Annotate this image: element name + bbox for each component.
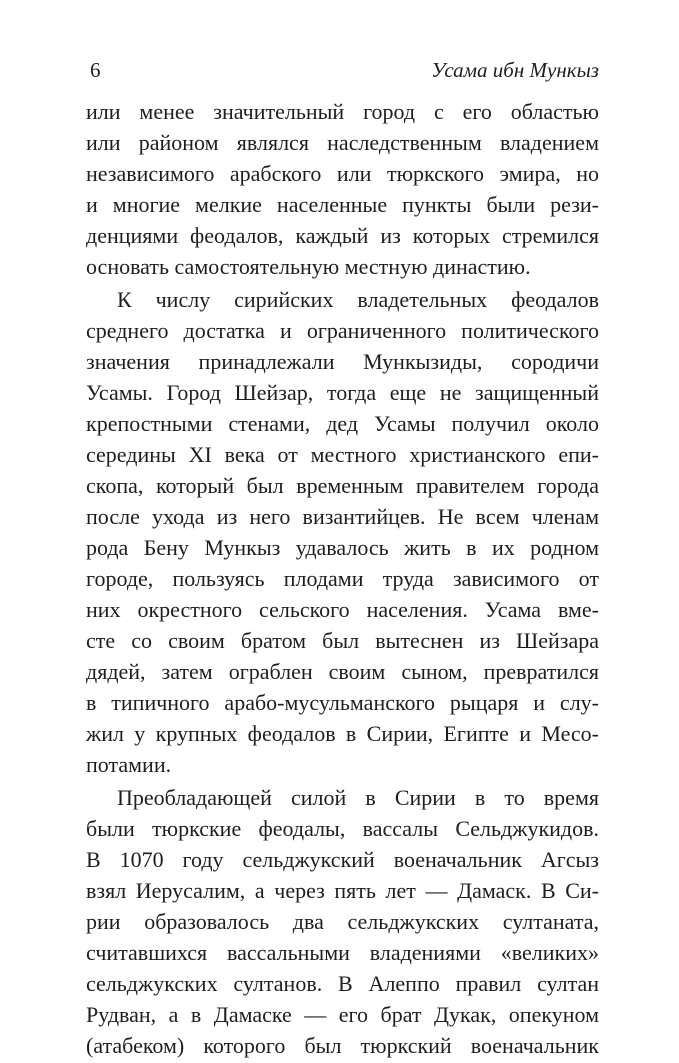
text-line: Преобладающей силой в Сирии в то время (117, 785, 599, 810)
book-page (86, 42, 599, 1061)
text-line: значения принадлежали Мункызиды, сородичи (86, 349, 599, 374)
text-line: или районом являлся наследственным владением (86, 130, 599, 155)
text-line: и многие мелкие населенные пункты были рези- (86, 192, 599, 217)
text-line: крепостными стенами, дед Усамы получил около (86, 411, 599, 436)
text-line: (атабеком) которого был тюркский военачальник (86, 1033, 599, 1058)
text-line: рода Бену Мункыз удавалось жить в их родном (86, 535, 599, 560)
text-line: в типичного арабо-мусульманского рыцаря и слу- (86, 690, 599, 715)
text-line: считавшихся вассальными владениями «великих» (86, 940, 599, 965)
text-line: были тюркские феодалы, вассалы Сельджукидов. (86, 816, 599, 841)
text-line: независимого арабского или тюркского эмира, но (86, 161, 599, 186)
text-line: середины XI века от местного христианского епи- (86, 442, 599, 467)
text-line: них окрестного сельского населения. Усама вме- (86, 597, 599, 622)
text-line: В 1070 году сельджукский военачальник Агсыз (86, 847, 599, 872)
text-line: К числу сирийских владетельных феодалов (117, 287, 599, 312)
text-line: Усамы. Город Шейзар, тогда еще не защищенный (86, 380, 599, 405)
text-line: Рудван, а в Дамаске — его брат Дукак, опекуном (86, 1002, 599, 1027)
paragraph-1 (86, 96, 599, 282)
text-line: основать самостоятельную местную династию. (86, 254, 531, 279)
running-head (86, 42, 599, 82)
text-line: сельджукских султанов. В Алеппо правил султан (86, 971, 599, 996)
body-text (86, 96, 599, 1061)
text-line: или менее значительный город с его областью (86, 99, 599, 124)
text-line: после ухода из него византийцев. Не всем членам (86, 504, 599, 529)
running-title: Усама ибн Мункыз (431, 58, 599, 82)
text-line: денциями феодалов, каждый из которых стремился (86, 223, 599, 248)
text-line: скопа, который был временным правителем города (86, 473, 599, 498)
text-line: дядей, затем ограблен своим сыном, превратился (86, 659, 599, 684)
text-line: сте со своим братом был вытеснен из Шейзара (86, 628, 599, 653)
paragraph-3 (86, 782, 599, 1061)
text-line: среднего достатка и ограниченного политического (86, 318, 599, 343)
page-number: 6 (90, 58, 101, 82)
text-line: жил у крупных феодалов в Сирии, Египте и Месо- (86, 721, 599, 746)
text-line: рии образовалось два сельджукских султаната, (86, 909, 599, 934)
text-line: взял Иерусалим, а через пять лет — Дамаск. В Си- (86, 878, 599, 903)
paragraph-2 (86, 284, 599, 780)
text-line: потамии. (86, 752, 172, 777)
text-line: городе, пользуясь плодами труда зависимого от (86, 566, 599, 591)
